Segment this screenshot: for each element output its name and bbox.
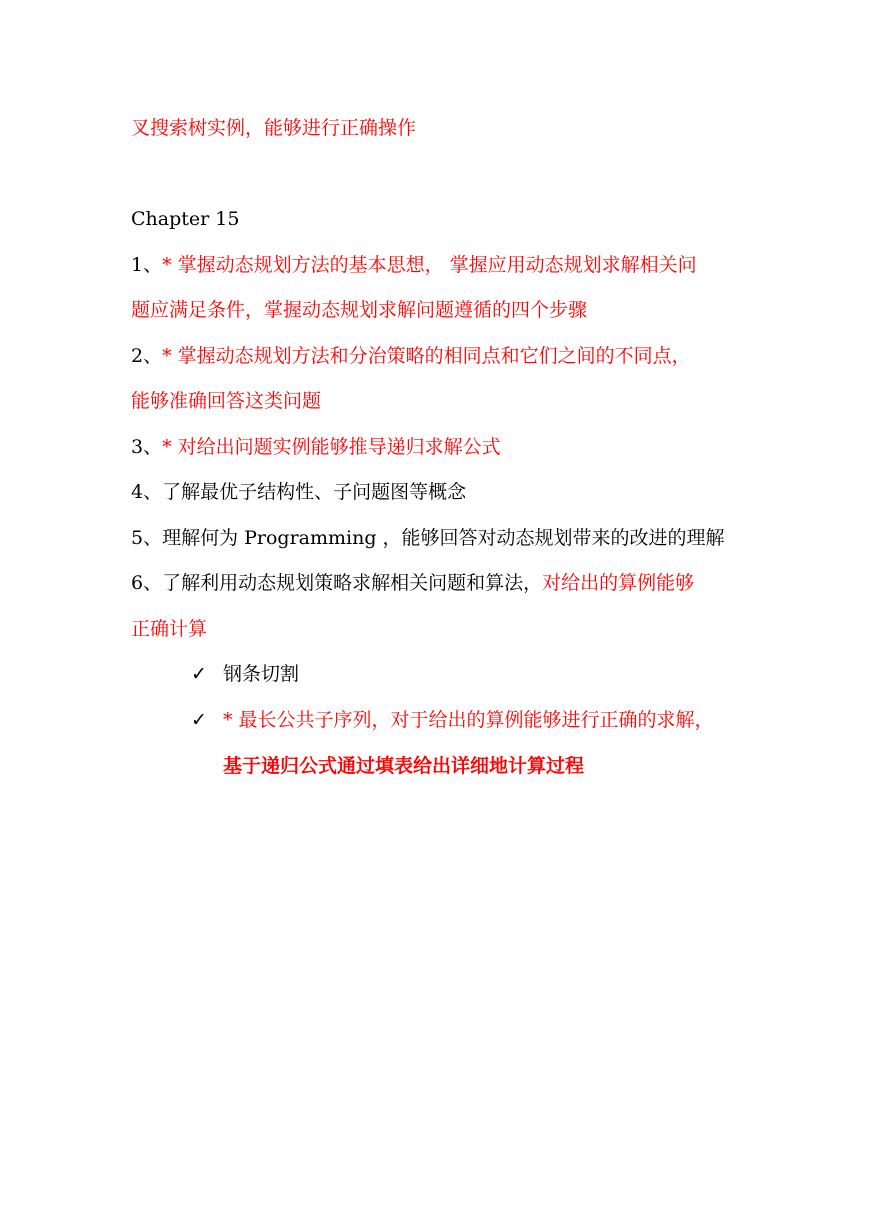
list-item-1-continued: 题应满足条件，掌握动态规划求解问题遵循的四个步骤: [131, 299, 588, 321]
list-item-2-text: * 掌握动态规划方法和分治策略的相同点和它们之间的不同点，: [162, 345, 691, 367]
list-item-1: [131, 253, 697, 277]
list-item-6-text: 6、了解利用动态规划策略求解相关问题和算法，: [131, 572, 543, 594]
list-item-2-number: 2、: [131, 345, 163, 367]
list-item-5: 5、理解何为 Programming ，能够回答对动态规划带来的改进的理解: [131, 527, 725, 549]
check-bullet-2: [191, 708, 714, 732]
list-item-6-emphasis: 对给出的算例能够: [542, 572, 695, 594]
list-item-4: 4、了解最优子结构性、子问题图等概念: [131, 481, 467, 503]
check-bullet-1: [191, 662, 299, 686]
list-item-3-number: 3、: [131, 436, 163, 458]
checkmark-icon: ✓: [191, 709, 207, 731]
check-bullet-2-continued: 基于递归公式通过填表给出详细地计算过程: [223, 755, 585, 777]
continued-line: 叉搜索树实例，能够进行正确操作: [131, 117, 417, 139]
check-bullet-1-text: 钢条切割: [223, 663, 300, 685]
checkmark-icon: ✓: [191, 663, 207, 685]
list-item-3: [131, 435, 501, 459]
list-item-3-text: * 对给出问题实例能够推导递归求解公式: [162, 436, 501, 458]
check-bullet-2-text: * 最长公共子序列，对于给出的算例能够进行正确的求解，: [223, 709, 714, 731]
list-item-2-continued: 能够准确回答这类问题: [131, 390, 322, 412]
list-item-6: [131, 571, 694, 595]
list-item-6-continued: 正确计算: [131, 618, 208, 640]
list-item-1-number: 1、: [131, 254, 163, 276]
list-item-1-text: * 掌握动态规划方法的基本思想， 掌握应用动态规划求解相关问: [162, 254, 697, 276]
list-item-2: [131, 344, 691, 368]
chapter-heading: Chapter 15: [131, 208, 240, 230]
